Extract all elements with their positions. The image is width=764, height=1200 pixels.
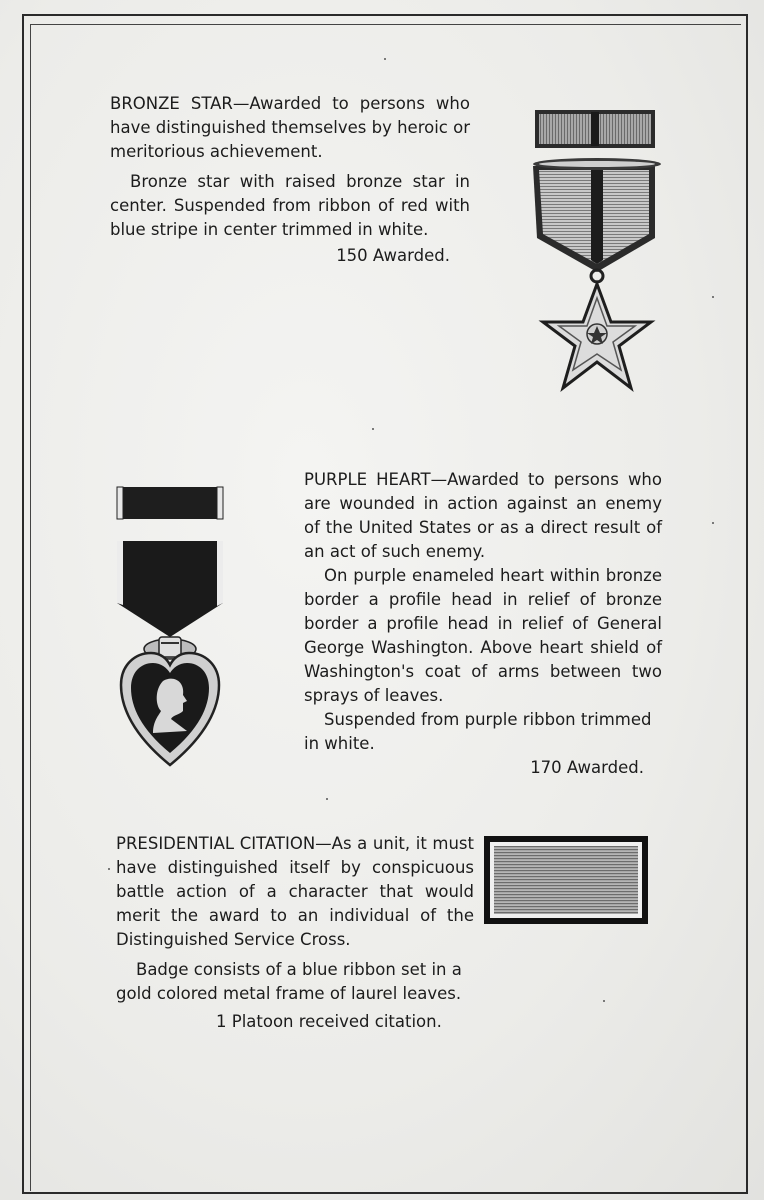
bronze-star-count: 150 Awarded. (336, 246, 450, 265)
presidential-citation-count: 1 Platoon received citation. (216, 1012, 442, 1031)
purple-heart-title: PURPLE HEART (304, 470, 431, 489)
print-speck (326, 798, 328, 800)
presidential-citation-title: PRESIDENTIAL CITATION (116, 834, 316, 853)
print-speck (108, 868, 110, 870)
purple-heart-count: 170 Awarded. (530, 758, 644, 777)
print-speck (712, 522, 714, 524)
presidential-citation-intro: —As a unit, it must have distinguished itself by conspicuous battle action of a character that would merit the award to an individual of the Distinguished Service Cross. (116, 834, 474, 949)
purple-heart-section (304, 468, 662, 780)
print-speck (603, 1000, 605, 1002)
bronze-star-section (110, 92, 470, 268)
bronze-star-description: Bronze star with raised bronze star in center. Suspended from ribbon of red with blue stripe in center trimmed in white. (110, 172, 470, 239)
presidential-citation-description: Badge consists of a blue ribbon set in a gold colored metal frame of laurel leaves. (116, 960, 462, 1003)
purple-heart-intro: —Awarded to persons who are wounded in action against an enemy of the United States or as a direct result of an act of such enemy. (304, 470, 662, 561)
presidential-citation-section (116, 832, 474, 1034)
purple-heart-description: On purple enameled heart within bronze border a profile head in relief of bronze border a profile head in relief of General George Washington. Above heart shield of Washington's coat of arms between two sprays of leaves. (304, 566, 662, 705)
bronze-star-title: BRONZE STAR (110, 94, 233, 113)
print-speck (384, 58, 386, 60)
bronze-star-intro: —Awarded to persons who have distinguished themselves by heroic or meritorious achievement. (110, 94, 470, 161)
bronze-star-medal-image (525, 108, 665, 398)
purple-heart-suspension: Suspended from purple ribbon trimmed in white. (304, 710, 652, 753)
print-speck (372, 428, 374, 430)
print-speck (712, 296, 714, 298)
purple-heart-medal-image (113, 485, 228, 775)
presidential-citation-badge-image (482, 834, 650, 926)
